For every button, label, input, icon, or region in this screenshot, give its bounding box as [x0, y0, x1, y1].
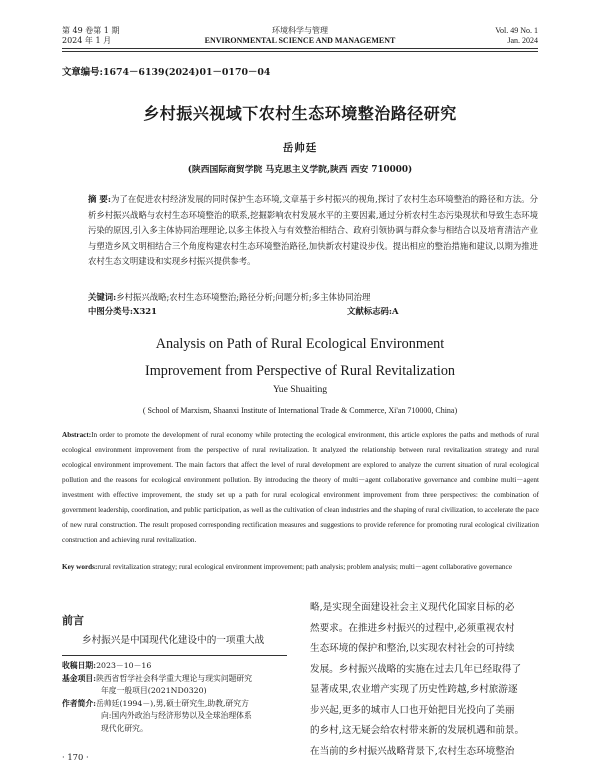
abstract-cn-text: 为了在促进农村经济发展的同时保护生态环境,文章基于乡村振兴的视角,探讨了农村生态环境整治的路径和方法。分析乡村振兴战略与农村生态环境整治的联系,挖掘影响农村发展水平的主要因素,通过分析农村生态污染现状和导致生态环境污染的原因,引入多主体协同治理理论,以多主体投入与有效整治相结合、政府引领协调与群众参与相结合以及培育清洁产业与塑造乡风文明相结合三个角度构建农村生态环境整治路径,加快新农村建设步伐。提出相应的整治措施和建议,以期为推进农村生态文明建设和实现乡村振兴提供参考。 — [88, 194, 538, 266]
fund-line1: 陕西省哲学社会科学重大理论与现实问题研究 — [96, 673, 253, 683]
issue-volume: 第 49 卷第 1 期 — [62, 26, 120, 35]
author-name-cn: 岳帅廷 — [282, 142, 318, 154]
author-bio-label: 作者简介: — [62, 698, 97, 708]
page-number: · 170 · — [62, 752, 89, 762]
keywords-en-label: Key words: — [62, 563, 98, 571]
document-code-label: 文献标志码: — [347, 306, 392, 316]
received-label: 收稿日期: — [62, 661, 97, 670]
body-line: 然要求。在推进乡村振兴的过程中,必须重视农村 — [310, 622, 515, 634]
page-title: 乡村振兴视域下农村生态环境整治路径研究 — [143, 104, 457, 123]
section-heading: 前言 — [62, 614, 84, 627]
affiliation-en: ( School of Marxism, Shaanxi Institute of International Trade & Commerce, Xi'an 710000, China) — [142, 406, 458, 415]
article-number: 文章编号:1674－6139(2024)01－0170－04 — [62, 67, 271, 78]
abstract-en — [62, 428, 539, 548]
title-en — [0, 331, 600, 385]
document-code-value: A — [391, 306, 399, 316]
fund-info — [62, 673, 297, 686]
title-en-line1: Analysis on Path of Rural Ecological Environment — [155, 336, 445, 352]
issue-date: 2024 年 1 月 — [62, 36, 112, 45]
abstract-en-label: Abstract: — [62, 431, 92, 439]
body-line: 在当前的乡村振兴战略背景下,农村生态环境整治 — [310, 745, 515, 757]
keywords-cn-text: 乡村振兴战略;农村生态环境整治;路径分析;问题分析;多主体协同治理 — [116, 292, 371, 302]
intro-paragraph: 乡村振兴是中国现代化建设中的一项重大战 — [82, 635, 265, 646]
keywords-en — [62, 560, 539, 575]
body-line: 发展。乡村振兴战略的实施在过去几年已经取得了 — [310, 663, 522, 675]
classification-label: 中图分类号: — [88, 306, 133, 316]
body-line: 略,是实现全面建设社会主义现代化国家目标的必 — [310, 602, 515, 613]
received-date — [62, 660, 297, 673]
journal-name-en: ENVIRONMENTAL SCIENCE AND MANAGEMENT — [204, 36, 396, 45]
fund-label: 基金项目: — [62, 673, 97, 683]
abstract-cn-label: 摘 要: — [88, 194, 111, 204]
keywords-cn-label: 关键词: — [88, 292, 117, 302]
date-en: Jan. 2024 — [507, 36, 538, 45]
header-rule — [62, 48, 538, 49]
author-bio-line1: 岳帅廷(1994－),男,硕士研究生,助教,研究方 — [96, 698, 249, 708]
author-name-en: Yue Shuaiting — [272, 384, 328, 395]
right-column — [310, 598, 542, 762]
body-line: 生态环境的保护和整治,以实现农村社会的可持续 — [310, 643, 515, 654]
header-rule-thin — [62, 51, 538, 52]
body-line: 的乡村,这无疑会给农村带来新的发展机遇和前景。 — [310, 725, 525, 736]
title-en-line2: Improvement from Perspective of Rural Revitalization — [144, 363, 456, 379]
journal-volume — [495, 26, 538, 46]
abstract-en-text: In order to promote the development of rural economy while protecting the ecological environment, this article explores the paths and methods of rural ecological environment improvement from the perspective of rural revitalization. It analyzed the relationship between rural revitalization strategy and rural ecological environment improvement. The main factors that affect the level of rural development are explored to analyze the current situation of rural ecological pollution and the reasons for ecological environment pollution. By introducing the theory of multi－agent collaborative governance and combine multi－agent investment with effective improvement, the study set up a path for rural ecological environment improvement from three perspectives: the combination of government leadership, coordination, and public participation, as well as the cultivation of clean industries and the shaping of rural civilization, to accelerate the pace of new rural construction. The result proposed corresponding rectification measures and suggestions to provide reference for promoting rural ecological civilization construction and achieving rural revitalization. — [62, 431, 539, 544]
document-code — [347, 304, 398, 320]
classification-value: X321 — [132, 306, 157, 316]
author-bio — [62, 698, 297, 711]
body-line: 步兴起,更多的城市人口也开始把目光投向了美丽 — [310, 704, 515, 716]
body-line: 显著成果,农业增产实现了历史性跨越,乡村旅游逐 — [310, 684, 518, 695]
classification-number — [88, 304, 157, 320]
journal-name-cn: 环境科学与管理 — [272, 26, 328, 35]
author-bio-line2: 向:国内外政治与经济形势以及全球治理体系 — [101, 711, 252, 720]
footnotes — [62, 660, 297, 735]
abstract-cn — [88, 192, 538, 270]
volume-en: Vol. 49 No. 1 — [495, 26, 538, 35]
received-value: 2023－10－16 — [96, 661, 152, 670]
fund-line2: 年度一般项目(2021ND0320) — [101, 686, 207, 695]
footnote-divider — [62, 655, 287, 656]
author-bio-line3: 现代化研究。 — [101, 723, 148, 733]
affiliation-cn: (陕西国际商贸学院 马克思主义学院,陕西 西安 710000) — [187, 165, 413, 175]
keywords-en-text: rural revitalization strategy; rural ecological environment improvement; path analysis; problem analysis; multi－agent collaborative governance — [97, 563, 512, 571]
